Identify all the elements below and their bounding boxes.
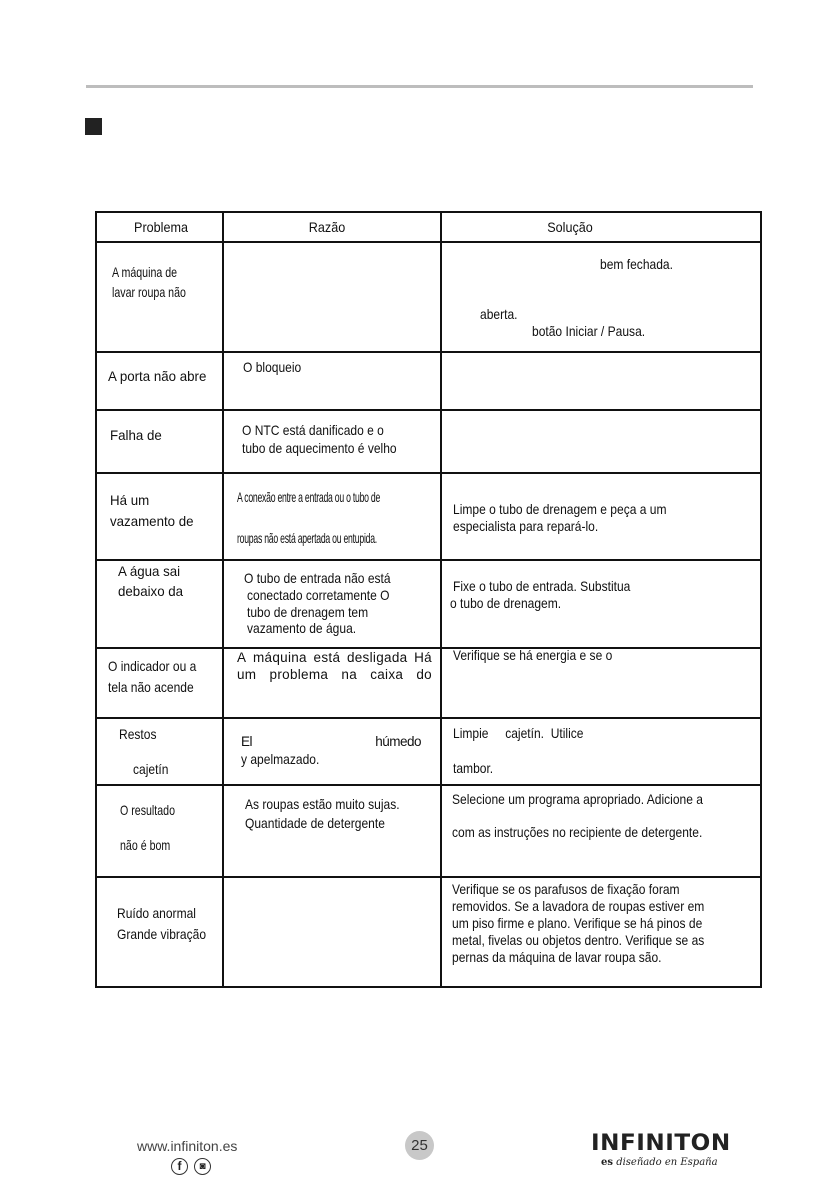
solution-text: Selecione um programa apropriado. Adicione a [452,791,703,807]
problem-text: cajetín [133,761,169,777]
table-border [95,211,762,988]
word: A [237,650,247,665]
solution-text: com as instruções no recipiente de detergente. [452,824,703,840]
header-razao: Razão [308,219,346,235]
column-divider [222,211,224,988]
row-divider [95,472,762,474]
solution-text: Limpe o tubo de drenagem e peça a um [453,501,667,517]
row-divider [95,559,762,561]
solution-text: especialista para repará-lo. [453,518,599,534]
tagline-es: es [601,1157,613,1168]
reason-text: O tubo de entrada não está [244,570,391,586]
problem-text: tela não acende [108,679,194,695]
problem-text: não é bom [120,837,171,853]
reason-text-justified [241,734,421,750]
problem-text: A máquina de [112,264,178,280]
row-divider [95,876,762,878]
facebook-icon[interactable]: f [171,1158,188,1175]
word: máquina [252,650,307,665]
solution-text: removidos. Se a lavadora de roupas estiver em [452,898,705,914]
solution-text: um piso firme e plano. Verifique se há pinos de [452,915,703,931]
tagline-text: diseñado en España [616,1157,718,1168]
word: problema [269,667,329,682]
problem-text: A porta não abre [108,368,207,384]
word: desligada [346,650,408,665]
reason-text: Quantidade de detergente [245,815,385,831]
reason-text: tubo de aquecimento é velho [242,440,397,456]
solution-text: Verifique se os parafusos de fixação foram [452,881,680,897]
solution-text: tambor. [453,760,494,776]
solution-text: Limpie cajetín. Utilice [453,725,584,741]
word: húmedo [375,734,421,749]
row-divider [95,784,762,786]
word: El [241,734,253,749]
solution-text: pernas da máquina de lavar roupa são. [452,949,662,965]
problem-text: debaixo da [118,583,184,599]
reason-text: vazamento de água. [247,620,357,636]
row-divider [95,647,762,649]
solution-text: bem fechada. [600,256,673,272]
word: na [341,667,358,682]
section-bullet [85,118,102,135]
word: Há [414,650,432,665]
solution-text: o tubo de drenagem. [450,595,562,611]
problem-text: Falha de [110,427,162,443]
reason-text: O NTC está danificado e o [242,422,384,438]
reason-text: y apelmazado. [241,751,320,767]
reason-text-justified [237,667,432,683]
solution-text: botão Iniciar / Pausa. [532,323,646,339]
problem-text: Grande vibração [117,926,207,942]
brand-tagline [601,1157,718,1168]
solution-text: aberta. [480,306,518,322]
header-solucao: Solução [547,219,593,235]
row-divider [95,241,762,243]
solution-text: Fixe o tubo de entrada. Substitua [453,578,631,594]
problem-text: A água sai [118,563,181,579]
problem-text: O indicador ou a [108,658,197,674]
problem-text: O resultado [120,802,176,818]
instagram-icon[interactable]: ◙ [194,1158,211,1175]
reason-text: A conexão entre a entrada ou o tubo de [237,489,381,505]
brand-logo: INFINITON [591,1131,731,1156]
problem-text: lavar roupa não [112,284,186,300]
word: do [416,667,432,682]
word: um [237,667,257,682]
reason-text: roupas não está apertada ou entupida. [237,530,377,546]
solution-text: Verifique se há energia e se o [453,647,613,663]
reason-text: conectado corretamente O [247,587,390,603]
reason-text: O bloqueio [243,359,302,375]
page-number: 25 [405,1131,434,1160]
reason-text-justified [237,650,432,666]
reason-text: tubo de drenagem tem [247,604,369,620]
reason-text: As roupas estão muito sujas. [245,796,400,812]
word: caixa [370,667,404,682]
word: está [313,650,341,665]
problem-text: Há um [110,492,150,508]
problem-text: Restos [119,726,157,742]
website-link[interactable]: www.infiniton.es [137,1138,238,1154]
row-divider [95,717,762,719]
header-rule [86,85,753,88]
column-divider [440,211,442,988]
row-divider [95,409,762,411]
problem-text: vazamento de [110,513,194,529]
row-divider [95,351,762,353]
problem-text: Ruído anormal [117,905,196,921]
solution-text: metal, fivelas ou objetos dentro. Verifique se as [452,932,705,948]
header-problema: Problema [134,219,188,235]
